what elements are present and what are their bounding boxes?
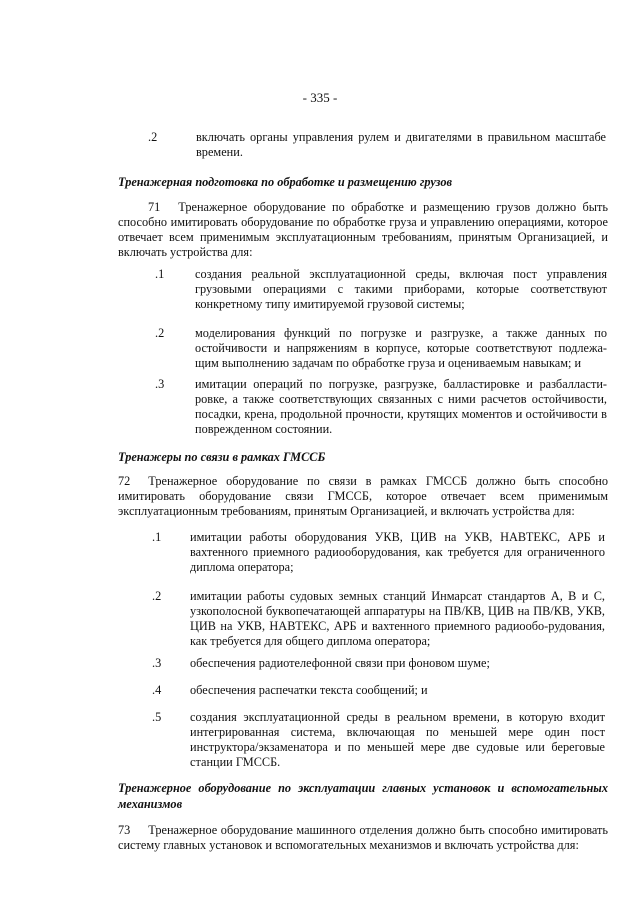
- paragraph-number: 71: [148, 200, 161, 214]
- item-number: .2: [152, 589, 162, 603]
- item-number: .4: [152, 683, 162, 697]
- paragraph-72: [118, 474, 608, 519]
- paragraph-73: [118, 823, 608, 853]
- section-heading: Тренажерная подготовка по обработке и размещению грузов: [118, 175, 452, 189]
- paragraph-text: Тренажерное оборудование по связи в рамках ГМССБ должно быть способно имитировать оборудование связи ГМССБ, которое отвечает всем применимым эксплуатационным требованиям, принятым Организацией, и включать устройства для:: [118, 474, 608, 518]
- item-number: .1: [152, 530, 162, 544]
- paragraph-number: 73: [118, 823, 131, 837]
- paragraph-text: Тренажерное оборудование машинного отделения должно быть способно имитировать систему главных установок и вспомогательных механизмов и включать устройства для:: [118, 823, 608, 852]
- item-number: .5: [152, 710, 162, 724]
- paragraph-text: Тренажерное оборудование по обработке и размещению грузов должно быть способно имитировать оборудование по обработке груза и управлению операциями, которое отвечает всем применимым эксплуатационным требованиям, принятым Организацией, и включать устройства для:: [118, 200, 608, 259]
- item-text: обеспечения радиотелефонной связи при фоновом шуме;: [190, 656, 490, 670]
- item-text: создания эксплуатационной среды в реальном времени, в которую входит интегрированная система, включающая по меньшей мере один пост инструктора/экзаменатора и по меньшей мере две судовые или береговые станции ГМССБ.: [190, 710, 605, 769]
- item-text: обеспечения распечатки текста сообщений; и: [190, 683, 428, 697]
- paragraph-71: [118, 200, 608, 260]
- item-text: имитации работы оборудования УКВ, ЦИВ на УКВ, НАВТЕКС, АРБ и вахтенного приемного радиооборудования, как требуется для ограниченного диплома оператора;: [190, 530, 605, 574]
- item-text: имитации работы судовых земных станций Инмарсат стандартов A, B и C, узкополосной буквопечатающей аппаратуры на ПВ/КВ, ЦИВ на ПВ/КВ, УКВ, ЦИВ на УКВ, НАВТЕКС, АРБ и вахтенного приемного радиообо-рудования, как требуется для общего диплома оператора;: [190, 589, 605, 648]
- item-number: .3: [155, 377, 165, 391]
- paragraph-number: 72: [118, 474, 131, 488]
- item-text: включать органы управления рулем и двигателями в правильном масштабе времени.: [196, 130, 606, 159]
- section-heading: Тренажерное оборудование по эксплуатации главных установок и вспомогательных механизмов: [118, 781, 608, 811]
- item-text: имитации операций по погрузке, разгрузке, балластировке и разбалласти-ровке, а также соответствующих связанных с ними расчетов остойчивости, посадки, крена, продольной прочности, крутящих моментов и остойчивости в поврежденном состоянии.: [195, 377, 607, 436]
- section-heading: Тренажеры по связи в рамках ГМССБ: [118, 450, 326, 464]
- item-text: моделирования функций по погрузке и разгрузке, а также данных по остойчивости и напряжениям в корпусе, которые соответствуют подлежа-щим выполнению задачам по обработке груза и оцениваемым навыкам; и: [195, 326, 607, 370]
- item-text: создания реальной эксплуатационной среды, включая пост управления грузовыми операциями с такими приборами, которые соответствуют конкретному типу имитируемой грузовой системы;: [195, 267, 607, 311]
- page-number: - 335 -: [302, 90, 338, 105]
- item-number: .2: [155, 326, 165, 340]
- item-number: .2: [148, 130, 158, 144]
- item-number: .1: [155, 267, 165, 281]
- item-number: .3: [152, 656, 162, 670]
